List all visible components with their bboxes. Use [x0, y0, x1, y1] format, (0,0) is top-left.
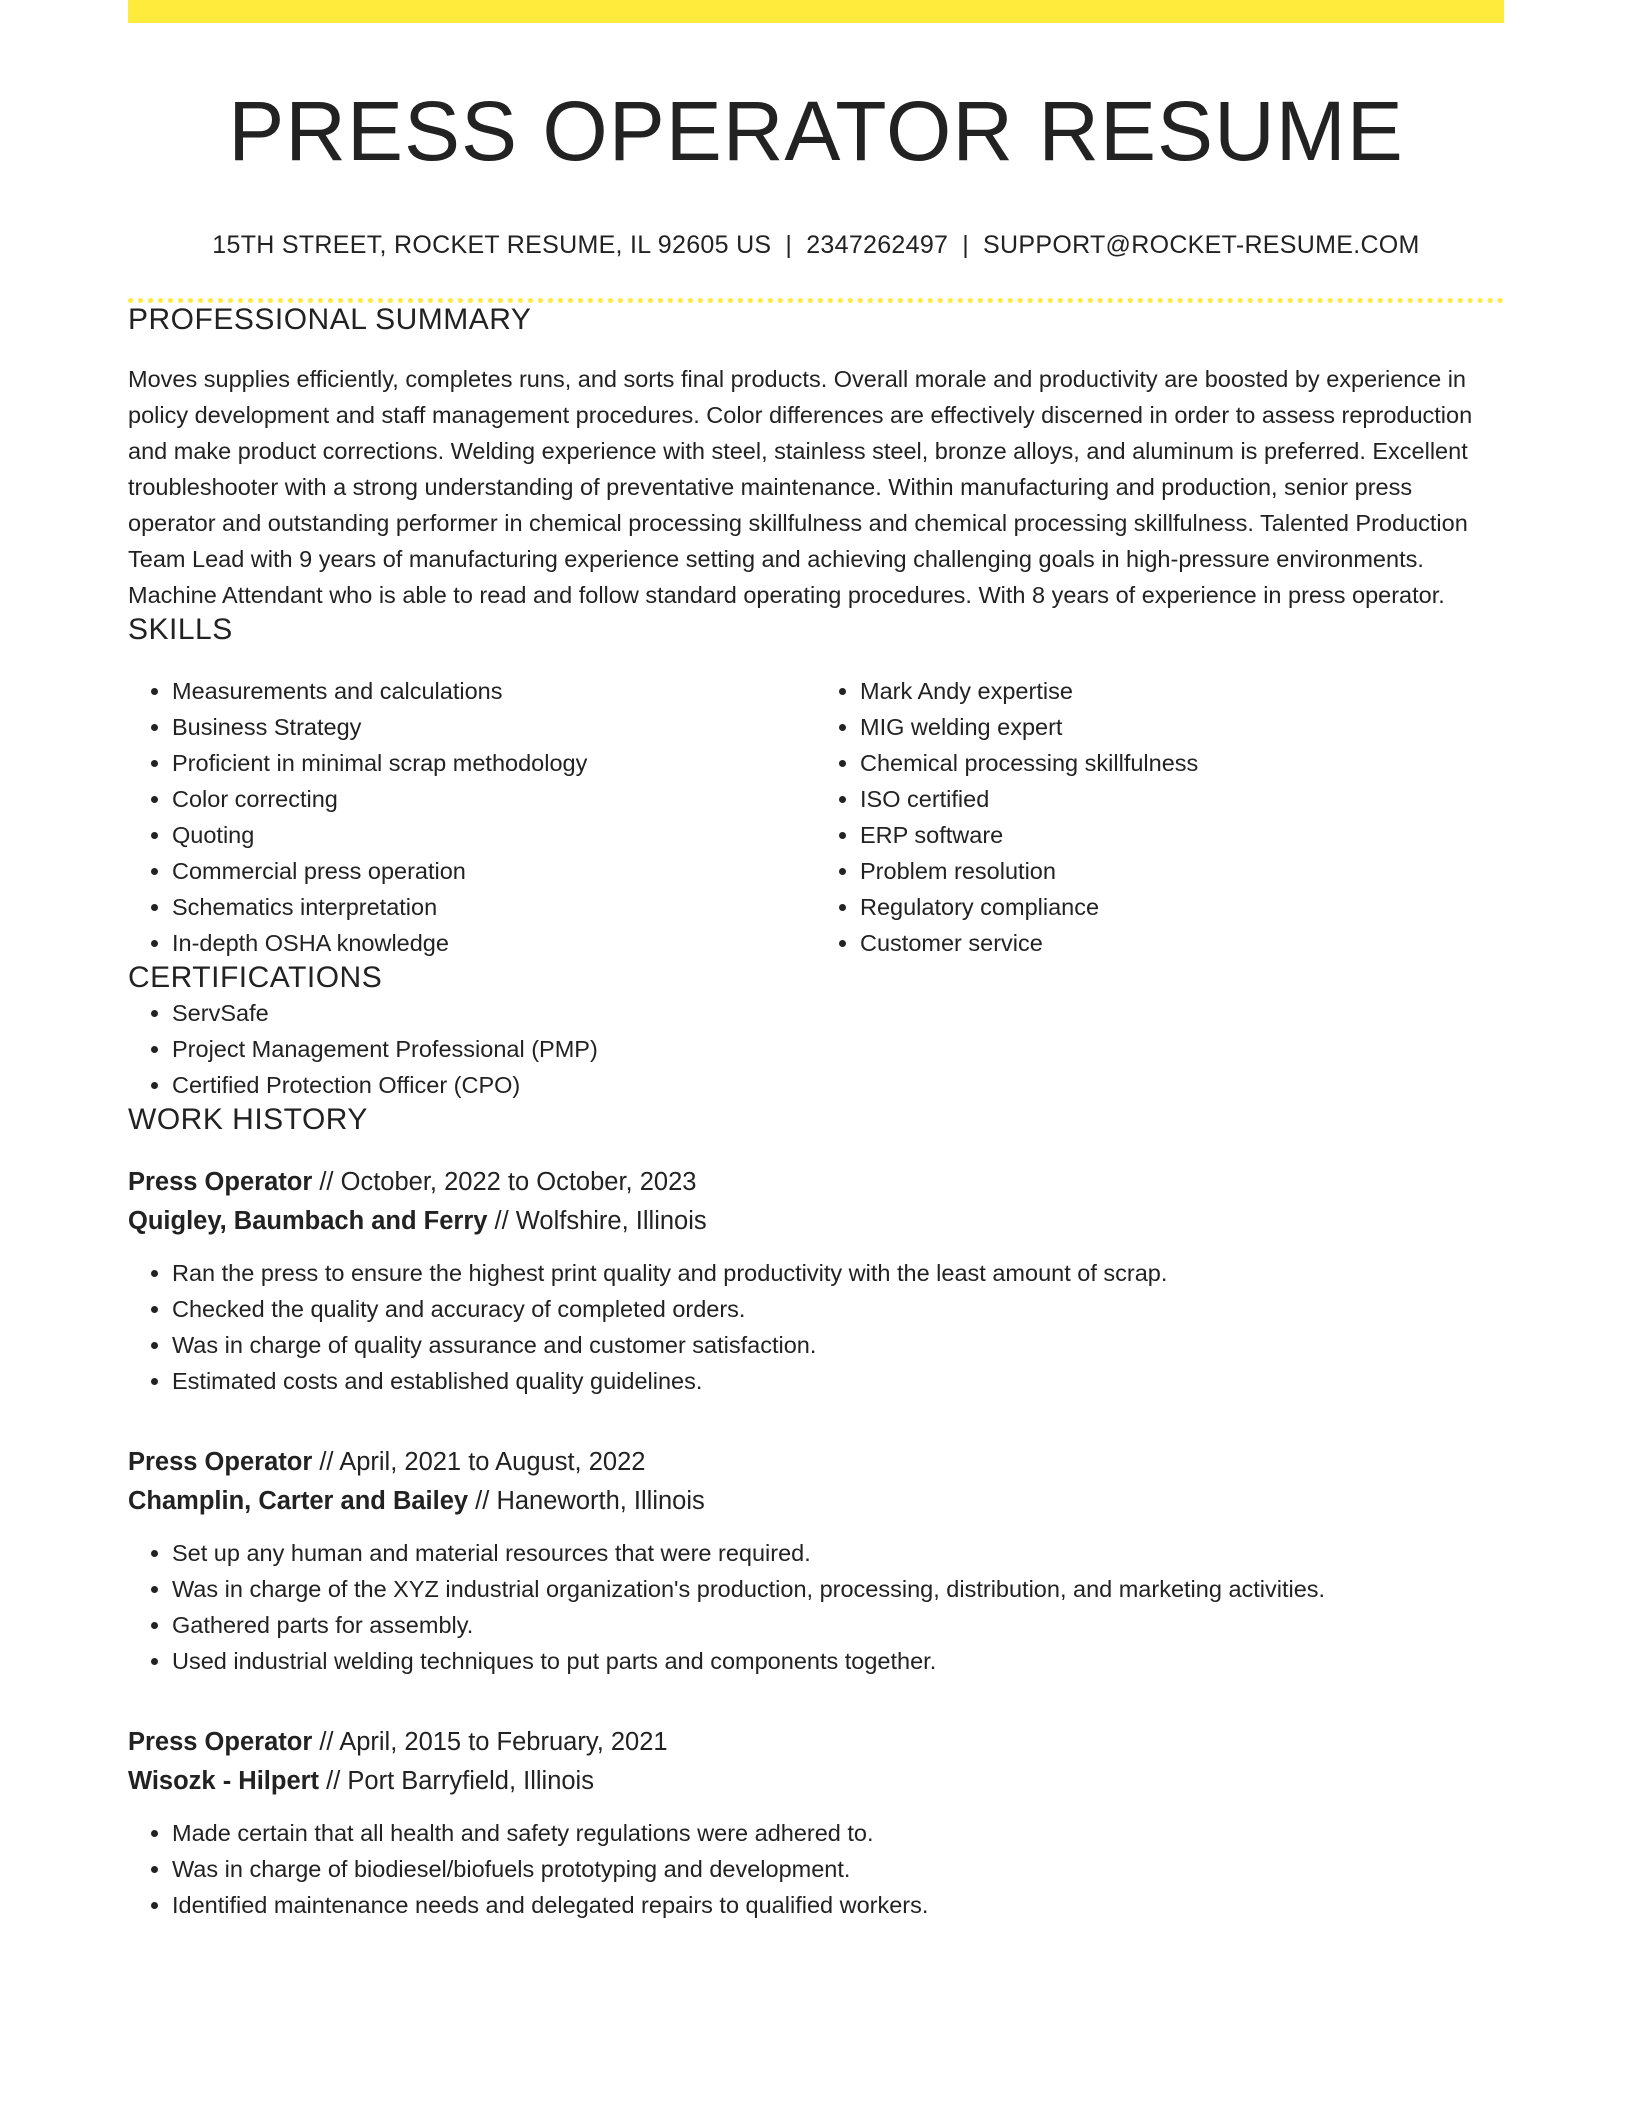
skill-item: • Problem resolution	[860, 853, 1504, 889]
skill-item: • Mark Andy expertise	[860, 673, 1504, 709]
job-company: Quigley, Baumbach and Ferry	[128, 1207, 488, 1236]
skill-item: • Color correcting	[172, 781, 816, 817]
job-location: Port Barryfield, Illinois	[347, 1767, 594, 1796]
job-bullet: • Made certain that all health and safety regulations were adhered to.	[172, 1815, 1504, 1851]
certification-item: • Certified Protection Officer (CPO)	[172, 1067, 1504, 1103]
job-company: Champlin, Carter and Bailey	[128, 1487, 469, 1516]
job-entry	[128, 1163, 1504, 1399]
contact-address: 15TH STREET, ROCKET RESUME, IL 92605 US	[212, 231, 772, 260]
resume-title: PRESS OPERATOR RESUME	[228, 84, 1404, 178]
job-bullet: • Gathered parts for assembly.	[172, 1607, 1504, 1643]
work-history-list	[128, 1163, 1504, 1923]
job-bullet: • Was in charge of the XYZ industrial organization's production, processing, distribution, and marketing activities.	[172, 1571, 1504, 1607]
contact-email: SUPPORT@ROCKET-RESUME.COM	[983, 231, 1420, 260]
job-dates: October, 2022 to October, 2023	[340, 1168, 697, 1197]
skill-item: • Measurements and calculations	[172, 673, 816, 709]
resume-page	[128, 0, 1504, 1923]
job-bullet: • Set up any human and material resources that were required.	[172, 1535, 1504, 1571]
job-company-line	[128, 1762, 1504, 1801]
job-role: Press Operator	[128, 1448, 313, 1477]
job-bullets	[128, 1255, 1504, 1399]
job-role-line	[128, 1723, 1504, 1762]
job-separator: //	[487, 1207, 516, 1236]
skill-item: • In-depth OSHA knowledge	[172, 925, 816, 961]
job-separator: //	[312, 1448, 340, 1477]
skills-columns	[128, 673, 1504, 961]
skill-item: • MIG welding expert	[860, 709, 1504, 745]
job-bullet: • Was in charge of biodiesel/biofuels prototyping and development.	[172, 1851, 1504, 1887]
certifications-list	[128, 995, 1504, 1103]
skill-item: • Regulatory compliance	[860, 889, 1504, 925]
summary-text: Moves supplies efficiently, completes runs, and sorts final products. Overall morale and productivity are boosted by experience in policy development and staff management procedures. Color differences are effectively discerned in order to assess reproduction and make product corrections. Welding experience with steel, stainless steel, bronze alloys, and aluminum is preferred. Excellent troubleshooter with a strong understanding of preventative maintenance. Within manufacturing and production, senior press operator and outstanding performer in chemical processing skillfulness and chemical processing skillfulness. Talented Production Team Lead with 9 years of manufacturing experience setting and achieving challenging goals in high-pressure environments. Machine Attendant who is able to read and follow standard operating procedures. With 8 years of experience in press operator.	[128, 366, 1473, 609]
job-separator: //	[312, 1168, 341, 1197]
skill-item: • Commercial press operation	[172, 853, 816, 889]
certification-item: • Project Management Professional (PMP)	[172, 1031, 1504, 1067]
job-bullet: • Identified maintenance needs and delegated repairs to qualified workers.	[172, 1887, 1504, 1923]
job-role-line	[128, 1443, 1504, 1482]
contact-phone: 2347262497	[806, 231, 949, 260]
summary-heading: PROFESSIONAL SUMMARY	[128, 303, 532, 337]
skill-item: • Customer service	[860, 925, 1504, 961]
job-bullet: • Estimated costs and established quality guidelines.	[172, 1363, 1504, 1399]
skill-item: • Proficient in minimal scrap methodology	[172, 745, 816, 781]
contact-separator: |	[962, 231, 970, 260]
skill-item: • Schematics interpretation	[172, 889, 816, 925]
job-bullets	[128, 1535, 1504, 1679]
skills-left-list	[128, 673, 816, 961]
skill-item: • ERP software	[860, 817, 1504, 853]
job-dates: April, 2015 to February, 2021	[339, 1728, 668, 1757]
job-bullet: • Used industrial welding techniques to put parts and components together.	[172, 1643, 1504, 1679]
skill-item: • Business Strategy	[172, 709, 816, 745]
job-separator: //	[319, 1767, 348, 1796]
job-company: Wisozk - Hilpert	[128, 1767, 320, 1796]
job-dates: April, 2021 to August, 2022	[339, 1448, 646, 1477]
job-bullet: • Was in charge of quality assurance and customer satisfaction.	[172, 1327, 1504, 1363]
job-bullets	[128, 1815, 1504, 1923]
work-history-heading: WORK HISTORY	[128, 1103, 368, 1137]
skill-item: • Quoting	[172, 817, 816, 853]
contact-separator: |	[785, 231, 793, 260]
job-bullet: • Checked the quality and accuracy of completed orders.	[172, 1291, 1504, 1327]
job-company-line	[128, 1202, 1504, 1241]
job-separator: //	[312, 1728, 340, 1757]
job-role-line	[128, 1163, 1504, 1202]
job-separator: //	[468, 1487, 497, 1516]
job-entry	[128, 1443, 1504, 1679]
certifications-heading: CERTIFICATIONS	[128, 961, 383, 995]
job-location: Haneworth, Illinois	[496, 1487, 705, 1516]
job-role: Press Operator	[128, 1168, 313, 1197]
certification-item: • ServSafe	[172, 995, 1504, 1031]
skills-heading: SKILLS	[128, 613, 233, 647]
job-bullet: • Ran the press to ensure the highest print quality and productivity with the least amount of scrap.	[172, 1255, 1504, 1291]
contact-line	[128, 231, 1504, 260]
job-role: Press Operator	[128, 1728, 313, 1757]
skills-right-list	[816, 673, 1504, 961]
job-company-line	[128, 1482, 1504, 1521]
accent-top-bar	[128, 0, 1504, 23]
skill-item: • Chemical processing skillfulness	[860, 745, 1504, 781]
job-entry	[128, 1723, 1504, 1923]
skill-item: • ISO certified	[860, 781, 1504, 817]
job-location: Wolfshire, Illinois	[515, 1207, 707, 1236]
